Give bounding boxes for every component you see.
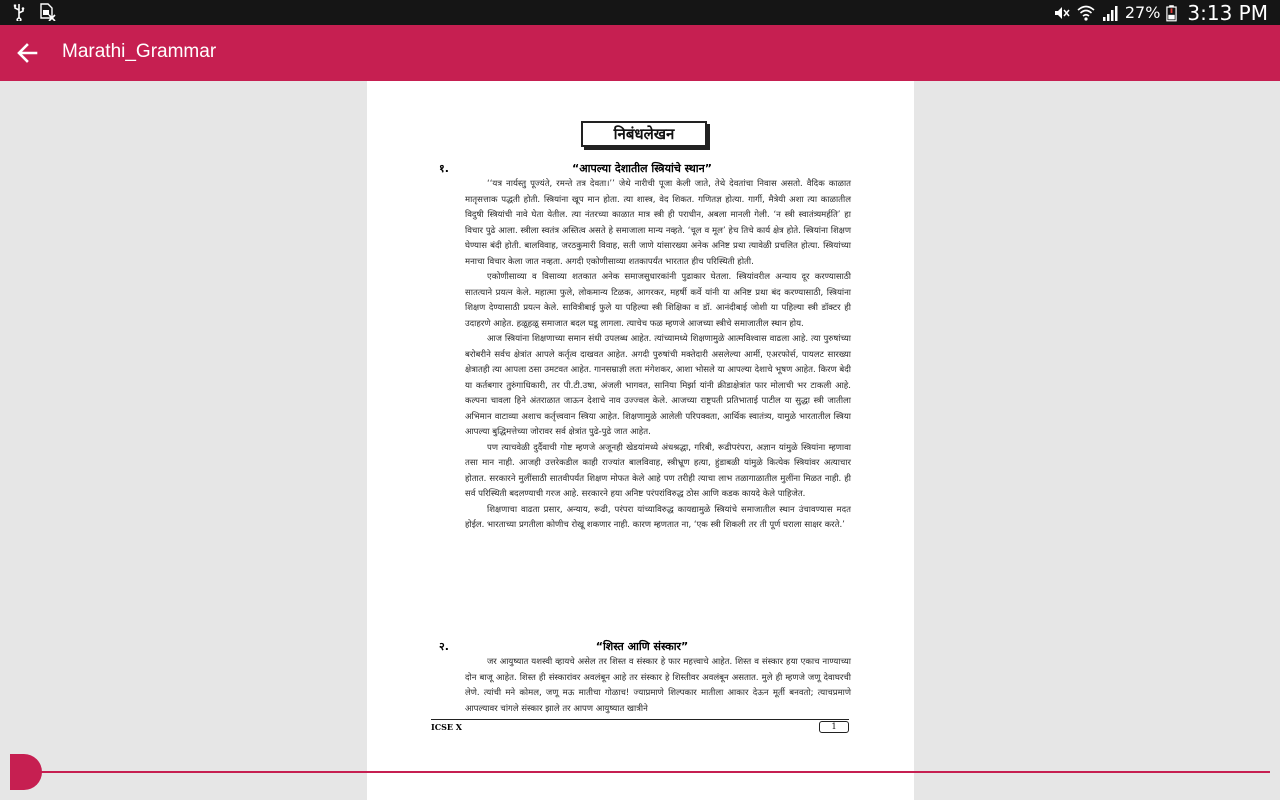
paragraph: ‘‘यत्र नार्यस्तु पूज्यंते, रमन्ते तत्र देवता।’’ जेथे नारीची पूजा केली जाते, तेथे देवतांचा निवास असतो. वैदिक काळात मातृसत्ताक पद्धती होती. स्त्रियांना खूप मान होता. त्या शास्त्र, वेद शिकत. गणितज्ञ होत्या. गार्गी, मैत्रेयी अशा त्या काळातील विदुषी स्त्रियांची नावे घेता येतील. त्या नंतरच्या काळात मात्र स्त्री ही पराधीन, अबला मानली गेली. ‘न स्त्री स्वातंत्र्यमर्हति’ हा विचार पुढे आला. स्त्रीला स्वतंत्र अस्तित्व असते हे समाजाला मान्य नव्हते. ‘चूल व मूल’ हेच तिचे कार्य क्षेत्र होते. स्त्रियांना शिक्षण घेण्यास बंदी होती. बालविवाह, जरठकुमारी विवाह, सती जाणे यांसारख्या अनेक अनिष्ट प्रथा त्यावेळी प्रचलित होत्या. स्त्रियांच्या मनाचा विचार केला जात नव्हता. अगदी एकोणीसाव्या शतकापर्यंत भारतात हीच परिस्थिती होती.: [465, 179, 851, 267]
arrow-left-icon: [14, 39, 42, 67]
paragraph: पण त्याचवेळी दुर्दैवाची गोष्ट म्हणजे अजूनही खेडयांमध्ये अंधश्रद्धा, गरिबी, रूढीपरंपरा, अज्ञान यांमुळे स्त्रियांना म्हणावा तसा मान नाही. आजही उत्तरेकडील काही राज्यांत बालविवाह, स्त्रीभ्रूण हत्या, हुंडाबळी यांमुळे कित्येक स्त्रियांवर अत्याचार होतात. सरकारने मुलींसाठी सातवीपर्यंत शिक्षण मोफत केले आहे पण तरीही त्याचा लाभ तळागाळातील मुलींना मिळत नाही. ही सर्व परिस्थिती बदलण्याची गरज आहे. सरकारने हया अनिष्ट परंपरांविरुद्ध ठोस आणि कडक कायदे केले पाहिजेत.: [465, 442, 851, 499]
page-seek-bar[interactable]: [0, 752, 1280, 792]
document-heading: निबंधलेखन: [581, 121, 707, 147]
essay-number: २.: [439, 640, 449, 653]
essay-title: “आपल्या देशातील स्त्रियांचे स्थान”: [572, 162, 712, 175]
app-bar: [0, 25, 1280, 81]
signal-icon: [1101, 4, 1119, 22]
paragraph: शिक्षणाचा वाढता प्रसार, अन्याय, रूढी, परंपरा यांच्याविरुद्ध कायद्यामुळे स्त्रियांचे समाजातील स्थान उंचावण्यास मदत होईल. भारताच्या प्रगतीला कोणीच रोखू शकणार नाही. कारण म्हणतात ना, ‘एक स्त्री शिकली तर ती पूर्ण घराला साक्षर करते.’: [465, 504, 851, 530]
seek-track[interactable]: [24, 771, 1270, 773]
sim-card-x-icon: [38, 3, 56, 21]
wifi-icon: [1077, 4, 1095, 22]
essay-number: १.: [439, 162, 449, 175]
pdf-viewer[interactable]: [0, 81, 1280, 800]
page-number: 1: [819, 721, 849, 733]
footer-label: ICSE X: [431, 722, 462, 732]
seek-thumb[interactable]: [10, 754, 42, 790]
status-bar: [0, 0, 1280, 25]
app-title: Marathi_Grammar: [62, 41, 217, 62]
battery-percent: 27%: [1124, 3, 1161, 22]
usb-icon: [10, 3, 28, 21]
back-button[interactable]: [14, 39, 42, 67]
essay-2: [433, 639, 851, 717]
page-footer: [431, 719, 849, 733]
mute-icon: [1053, 4, 1071, 22]
essay-1: [433, 161, 851, 534]
paragraph: एकोणीसाव्या व विसाव्या शतकात अनेक समाजसुधारकांनी पुढाकार घेतला. स्त्रियांवरील अन्याय दूर करण्यासाठी सातत्याने प्रयत्न केले. महात्मा फुले, लोकमान्य टिळक, आगरकर, महर्षी कर्वे यांनी या अनिष्ट प्रथा बंद करण्यासाठी, स्त्रियांना शिक्षण देण्यासाठी प्रयत्न केले. सावित्रीबाई फुले या पहिल्या स्त्री शिक्षिका व डॉ. आनंदीबाई जोशी या पहिल्या स्त्री डॉक्टर ही उदाहरणे आहेत. हळूहळू समाजात बदल घडू लागला. त्याचेच फळ म्हणजे आजच्या स्त्रीचे समाजातील स्थान होय.: [465, 272, 851, 329]
paragraph: जर आयुष्यात यशस्वी व्हायचे असेल तर शिस्त व संस्कार हे फार महत्त्वाचे आहेत. शिस्त व संस्कार हया एकाच नाण्याच्या दोन बाजू आहेत. शिस्त ही संस्कारांवर अवलंबून आहे तर संस्कार हे शिस्तीवर अवलंबून असतात. मुले ही म्हणजे जणू देवाघरची लेणे. त्यांची मने कोमल, जणू मऊ मातीचा गोळाच! ज्याप्रमाणे शिल्पकार मातीला आकार देऊन मूर्ती बनवतो; त्याचप्रमाणे आपल्यावर चांगले संस्कार झाले तर आपण आयुष्यात खात्रीने: [465, 657, 851, 714]
paragraph: आज स्त्रियांना शिक्षणाच्या समान संधी उपलब्ध आहेत. त्यांच्यामध्ये शिक्षणामुळे आत्मविश्वास वाढला आहे. त्या पुरुषांच्या बरोबरीने सर्वच क्षेत्रांत आपले कर्तृत्व दाखवत आहेत. अगदी पुरुषांची मक्तेदारी असलेल्या आर्मी, एअरफोर्स, पायलट सारख्या क्षेत्रातही त्या आपला ठसा उमटवत आहेत. गानसम्राज्ञी लता मंगेशकर, आशा भोसले या आपल्या देशाचे भूषण आहेत. किरण बेदी या कर्तबगार तुरुंगाधिकारी, तर पी.टी.उषा, अंजली भागवत, सानिया मिर्झा यांनी क्रीडाक्षेत्रांत फार मोलाची भर टाकली आहे. कल्पना चावला हिने अंतराळात जाऊन देशाचे नाव उज्ज्वल केले. आजच्या राष्ट्रपती प्रतिभाताई पाटील या सुद्धा स्त्री जातीला अभिमान वाटाव्या अशाच कर्तृत्त्ववान स्त्रिया आहेत. शिक्षणामुळे आलेली परिपक्वता, आर्थिक स्वातंत्र्य, यामुळे भारतातील स्त्रिया आपल्या बुद्धिमत्तेच्या जोरावर सर्व क्षेत्रांत पुढे-पुढे जात आहेत.: [465, 334, 851, 437]
essay-title: “शिस्त आणि संस्कार”: [595, 640, 689, 653]
document-page: [367, 81, 914, 800]
clock: 3:13 PM: [1187, 0, 1268, 25]
battery-icon: [1166, 4, 1177, 22]
